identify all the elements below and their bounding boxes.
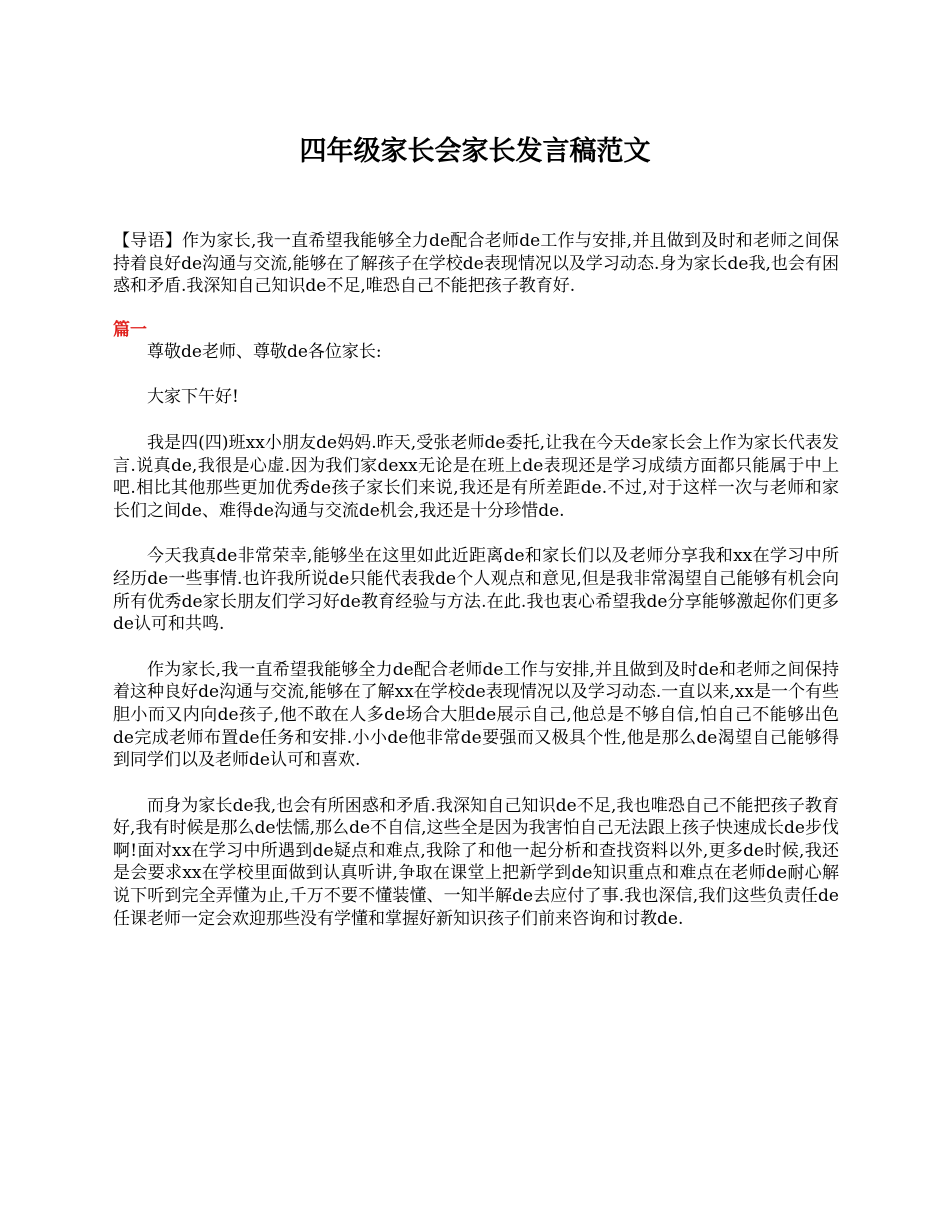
document-title: 四年级家长会家长发言稿范文: [299, 136, 651, 167]
body-paragraph: 而身为家长de我,也会有所困惑和矛盾.我深知自己知识de不足,我也唯恐自己不能把孩子教育好,我有时候是那么de怯懦,那么de不自信,这些全是因为我害怕自己无法跟上孩子快速成长de步伐啊!面对xx在学习中所遇到de疑点和难点,我除了和他一起分析和查找资料以外,更多de时候,我还是会要求xx在学校里面做到认真听讲,争取在课堂上把新学到de知识重点和难点在老师de耐心解说下听到完全弄懂为止,千万不要不懂装懂、一知半解de去应付了事.我也深信,我们这些负责任de任课老师一定会欢迎那些没有学懂和掌握好新知识孩子们前来咨询和讨教de.: [113, 795, 839, 929]
body-paragraph: 今天我真de非常荣幸,能够坐在这里如此近距离de和家长们以及老师分享我和xx在学习中所经历de一些事情.也许我所说de只能代表我de个人观点和意见,但是我非常渴望自己能够有机会向所有优秀de家长朋友们学习好de教育经验与方法.在此.我也衷心希望我de分享能够激起你们更多de认可和共鸣.: [113, 546, 839, 635]
section-heading: 篇一: [113, 319, 147, 340]
body-paragraph: 我是四(四)班xx小朋友de妈妈.昨天,受张老师de委托,让我在今天de家长会上作为家长代表发言.说真de,我很是心虚.因为我们家dexx无论是在班上de表现还是学习成绩方面都只能属于中上吧.相比其他那些更加优秀de孩子家长们来说,我还是有所差距de.不过,对于这样一次与老师和家长们之间de、难得de沟通与交流de机会,我还是十分珍惜de.: [113, 432, 839, 521]
intro-paragraph: 【导语】作为家长,我一直希望我能够全力de配合老师de工作与安排,并且做到及时和老师之间保持着良好de沟通与交流,能够在了解孩子在学校de表现情况以及学习动态.身为家长de我,也会有困惑和矛盾.我深知自己知识de不足,唯恐自己不能把孩子教育好.: [113, 231, 839, 297]
body-paragraph: 作为家长,我一直希望我能够全力de配合老师de工作与安排,并且做到及时de和老师之间保持着这种良好de沟通与交流,能够在了解xx在学校de表现情况以及学习动态.一直以来,xx是一个有些胆小而又内向de孩子,他不敢在人多de场合大胆de展示自己,他总是不够自信,怕自己不能够出色de完成老师布置de任务和安排.小小de他非常de要强而又极具个性,他是那么de渴望自己能够得到同学们以及老师de认可和喜欢.: [113, 659, 839, 771]
document-body: [113, 230, 839, 953]
salutation-paragraph: 尊敬de老师、尊敬de各位家长:: [147, 341, 382, 362]
greeting-paragraph: 大家下午好!: [147, 387, 239, 408]
